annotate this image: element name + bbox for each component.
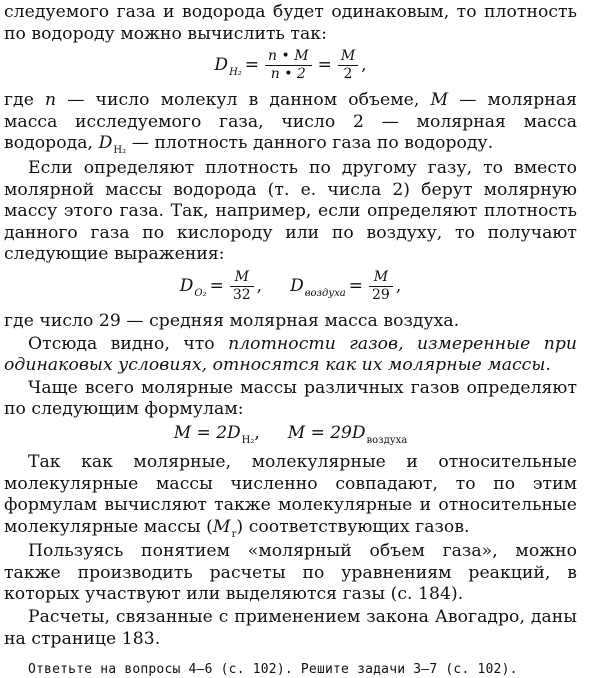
paragraph-4: где число 29 — средняя молярная масса воздуха. (4, 310, 460, 331)
paragraph-5: Отсюда видно, что плотности газов, измеренные при одинаковых условиях, относятся как их молярные массы. (4, 333, 577, 376)
paragraph-2: где n — число молекул в данном объеме, M — молярная масса исследуемого газа, число 2 — молярная масса водорода, $D_{H_2}$ — плотность данного газа по водороду. (4, 90, 577, 157)
footer-assignments: Ответьте на вопросы 4—6 (с. 102). Решите задачи 3—7 (с. 102). (28, 662, 518, 678)
paragraph-1: следуемого газа и водорода будет одинаковым, то плотность по водороду можно вычислить так: (4, 2, 577, 44)
paragraph-7: Так как молярные, молекулярные и относительные молекулярные массы численно совпадают, то по этим формулам вычисляют также молекулярные и относительные молекулярные массы $(M_r)$ соответствующих газов. (4, 451, 577, 540)
fraction: $\frac{M}{32}$ (230, 269, 254, 304)
formula-molar-mass: $M = 2D_{H_2}$, $M = 29D_{воздуха}$ (173, 422, 408, 446)
formula-lhs: $D_{H_2}$ (214, 55, 242, 79)
paragraph-9: Расчеты, связанные с применением закона Авогадро, даны на странице 183. (4, 607, 577, 649)
fraction: $\frac{n • M}{n • 2}$ (265, 48, 312, 83)
paragraph-3: Если определяют плотность по другому газу, то вместо молярной массы водорода (т. е. числа 2) берут молярную массу этого газа. Так, например, если определяют плотность данного газа по кислороду или по воздуху, то получают следующие выражения: (4, 157, 577, 265)
formula-density-oxygen-air: $D_{O_2}$ = $\frac{M}{32}$ , $D_{воздуха}$ = $\frac{M}{29}$ , (179, 268, 402, 303)
paragraph-6: Чаще всего молярные массы различных газов определяют по следующим формулам: (4, 377, 577, 420)
fraction: $\frac{M}{29}$ (369, 269, 393, 304)
paragraph-8: Пользуясь понятием «молярный объем газа», можно также производить расчеты по уравнениям реакций, в которых участвуют или выделяются газы (с. 184). (4, 541, 577, 605)
fraction: $\frac{M}{2}$ (338, 48, 358, 83)
formula-density-hydrogen: $D_{H_2}$ = $\frac{n • M}{n • 2}$ = $\frac{M}{2}$ , (214, 48, 367, 83)
